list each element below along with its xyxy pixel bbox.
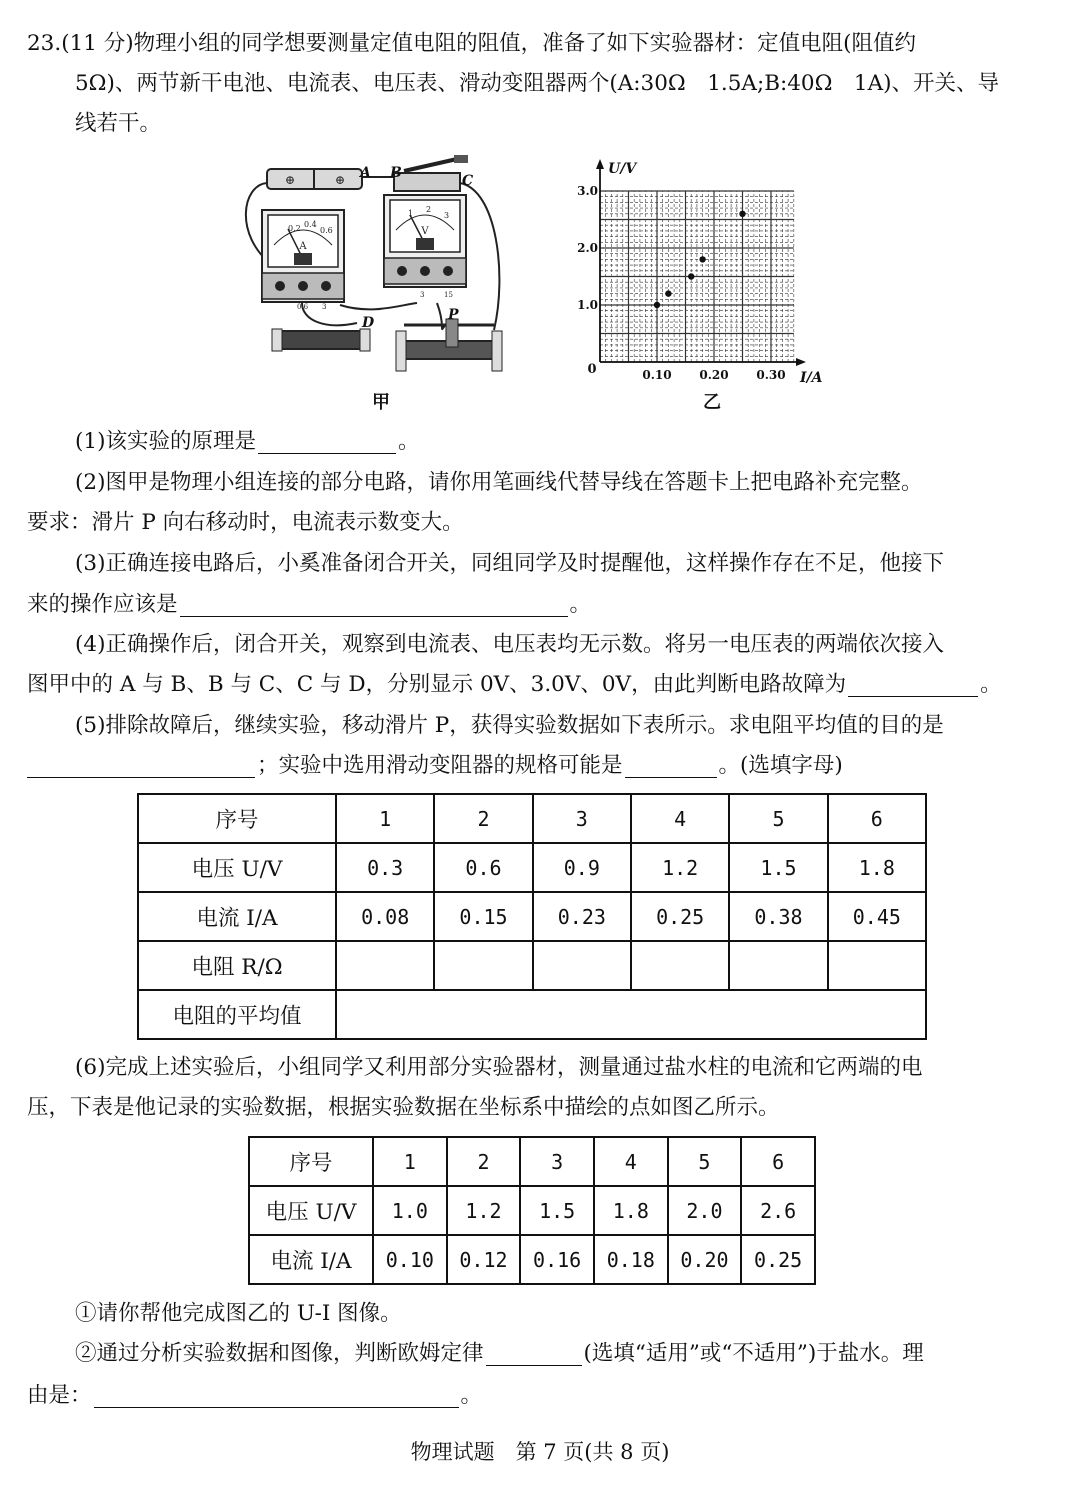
table-2-cell: 2.6 — [741, 1186, 815, 1235]
table-1-row-average — [138, 990, 926, 1039]
voltmeter-terminal-2: 15 — [444, 291, 453, 299]
table-2-cell: 0.20 — [668, 1235, 742, 1284]
table-1-cell: 0.25 — [631, 892, 729, 941]
x-tick-2: 0.20 — [699, 368, 729, 382]
data-point — [654, 302, 660, 308]
table-1-cell: 0.9 — [533, 843, 631, 892]
table-1-header — [138, 794, 926, 843]
table-1-empty-cell[interactable] — [631, 941, 729, 990]
voltmeter-terminal-1: 3 — [420, 291, 425, 299]
q2-line-1: (2)图甲是物理小组连接的部分电路，请你用笔画线代替导线在答题卡上把电路补充完整。 — [75, 470, 923, 495]
rheostat — [396, 319, 502, 371]
q6b-line-2 — [27, 1376, 1040, 1416]
table-2-head-cell: 6 — [741, 1137, 815, 1186]
q4-end: 。 — [980, 672, 1002, 697]
table-2-cell: 1.2 — [447, 1186, 521, 1235]
q6b-text-2: (选填“适用”或“不适用”)于盐水。理 — [583, 1341, 924, 1366]
y-tick-2: 2.0 — [577, 241, 598, 255]
table-2-cell: 0.18 — [594, 1235, 668, 1284]
q6a-line: ①请你帮他完成图乙的 U-I 图像。 — [75, 1301, 402, 1326]
svg-text:⊕: ⊕ — [334, 173, 346, 187]
data-point — [688, 273, 694, 279]
table-1-cell: 0.3 — [336, 843, 434, 892]
table-1-row-label: 电阻 R/Ω — [138, 941, 336, 990]
q4-line-1: (4)正确操作后，闭合开关，观察到电流表、电压表均无示数。将另一电压表的两端依次接入 — [75, 632, 944, 657]
q6b-text-1: ②通过分析实验数据和图像，判断欧姆定律 — [75, 1341, 484, 1366]
table-1-head-cell: 1 — [336, 794, 434, 843]
q5-answer-blank-2[interactable] — [625, 749, 717, 778]
data-point — [665, 290, 671, 296]
figure-caption-yi: 乙 — [703, 392, 721, 413]
table-2-cell: 0.12 — [447, 1235, 521, 1284]
label-d: D — [362, 315, 375, 331]
table-1-head-cell: 2 — [434, 794, 532, 843]
ammeter-scale-3: 0.6 — [320, 226, 333, 235]
q3-answer-blank[interactable] — [180, 588, 568, 617]
q4-answer-blank[interactable] — [848, 668, 978, 697]
question-line-1: 23.(11 分)物理小组的同学想要测量定值电阻的阻值，准备了如下实验器材：定值电阻(阻值约 — [27, 31, 917, 56]
q3-line-2 — [27, 585, 1040, 625]
circuit-figure — [232, 155, 532, 385]
table-1-row-label: 电流 I/A — [138, 892, 336, 941]
q1-answer-blank[interactable] — [258, 425, 396, 454]
table-1-head-cell: 6 — [828, 794, 926, 843]
q3-text: 来的操作应该是 — [27, 592, 178, 617]
table-2-head-cell: 1 — [373, 1137, 447, 1186]
ammeter-scale-1: 0.2 — [288, 224, 301, 233]
table-2-row-label: 电压 U/V — [249, 1186, 373, 1235]
ui-graph — [570, 155, 835, 395]
table-1-head-cell: 5 — [729, 794, 827, 843]
table-1-cell: 0.6 — [434, 843, 532, 892]
table-1-cell: 0.38 — [729, 892, 827, 941]
voltmeter-letter: V — [421, 226, 429, 237]
table-1-row-resistance — [138, 941, 926, 990]
table-2-row-current — [249, 1235, 815, 1284]
q5-mid: ；实验中选用滑动变阻器的规格可能是 — [257, 753, 623, 778]
table-1-head-cell: 4 — [631, 794, 729, 843]
voltmeter-scale-2: 2 — [426, 205, 432, 214]
table-1-row-label: 电压 U/V — [138, 843, 336, 892]
x-tick-1: 0.10 — [642, 368, 672, 382]
q1-end: 。 — [397, 429, 420, 454]
table-2-cell: 0.10 — [373, 1235, 447, 1284]
table-1-cell: 1.5 — [729, 843, 827, 892]
label-p: P — [448, 307, 459, 323]
table-1-average-cell[interactable] — [336, 990, 926, 1039]
fixed-resistor — [272, 329, 370, 351]
q5-line-2 — [27, 746, 1040, 786]
ammeter-letter: A — [299, 241, 307, 252]
table-1 — [137, 793, 927, 1040]
y-tick-1: 1.0 — [577, 298, 598, 312]
table-1-cell: 0.23 — [533, 892, 631, 941]
table-1-empty-cell[interactable] — [434, 941, 532, 990]
table-1-head-cell: 序号 — [138, 794, 336, 843]
svg-text:⊕: ⊕ — [284, 173, 296, 187]
table-1-empty-cell[interactable] — [336, 941, 434, 990]
table-2-row-label: 电流 I/A — [249, 1235, 373, 1284]
table-2-head-cell: 5 — [668, 1137, 742, 1186]
q6b-text-3: 由是： — [27, 1383, 92, 1408]
table-2-cell: 2.0 — [668, 1186, 742, 1235]
data-point — [699, 256, 705, 262]
x-tick-3: 0.30 — [756, 368, 786, 382]
table-2 — [248, 1136, 816, 1285]
table-2-head-cell: 序号 — [249, 1137, 373, 1186]
voltmeter — [384, 195, 466, 299]
table-1-cell: 0.08 — [336, 892, 434, 941]
table-2-cell: 1.5 — [520, 1186, 594, 1235]
table-2-cell: 0.25 — [741, 1235, 815, 1284]
table-2-head-cell: 4 — [594, 1137, 668, 1186]
label-c: C — [462, 173, 474, 189]
table-1-empty-cell[interactable] — [533, 941, 631, 990]
battery — [267, 169, 362, 189]
figure-caption-jia: 甲 — [372, 392, 390, 413]
table-1-cell: 0.15 — [434, 892, 532, 941]
q6b-end: 。 — [460, 1383, 483, 1408]
table-2-head-cell: 3 — [520, 1137, 594, 1186]
question-line-2: 5Ω)、两节新干电池、电流表、电压表、滑动变阻器两个(A:30Ω 1.5A;B:40Ω 1A)、开关、导 — [75, 71, 1000, 96]
table-2-head-cell: 2 — [447, 1137, 521, 1186]
q4-text: 图甲中的 A 与 B、B 与 C、C 与 D，分别显示 0V、3.0V、0V，由此判断电路故障为 — [27, 672, 847, 697]
table-1-row-voltage — [138, 843, 926, 892]
q6b-answer-blank-2[interactable] — [94, 1379, 459, 1408]
table-1-empty-cell[interactable] — [828, 941, 926, 990]
q4-line-2 — [27, 665, 1040, 705]
x-axis-label: I/A — [800, 370, 823, 386]
q5-end: 。(选填字母) — [718, 753, 843, 778]
q3-end: 。 — [569, 592, 592, 617]
ammeter-terminal-1: 0.6 — [297, 303, 309, 311]
page-footer: 物理试题 第 7 页(共 8 页) — [410, 1440, 670, 1464]
q6-line-2: 压，下表是他记录的实验数据，根据实验数据在坐标系中描绘的点如图乙所示。 — [27, 1095, 780, 1120]
table-1-head-cell: 3 — [533, 794, 631, 843]
label-b: B — [390, 165, 402, 181]
table-1-cell: 1.2 — [631, 843, 729, 892]
table-2-cell: 0.16 — [520, 1235, 594, 1284]
q5-answer-blank-1[interactable] — [27, 749, 255, 778]
q2-line-2: 要求：滑片 P 向右移动时，电流表示数变大。 — [27, 510, 464, 535]
origin-label: 0 — [587, 362, 597, 377]
y-tick-3: 3.0 — [577, 184, 598, 198]
q6b-answer-blank-1[interactable] — [486, 1337, 582, 1366]
switch — [394, 155, 468, 191]
question-line-3: 线若干。 — [75, 111, 162, 136]
y-axis-label: U/V — [608, 161, 637, 177]
q6b-line-1 — [27, 1334, 1040, 1374]
table-1-cell: 0.45 — [828, 892, 926, 941]
q1-text: (1)该实验的原理是 — [75, 429, 256, 454]
voltmeter-scale-1: 1 — [408, 209, 414, 218]
q1-line — [27, 422, 1040, 462]
table-1-cell: 1.8 — [828, 843, 926, 892]
table-1-row-label: 电阻的平均值 — [138, 990, 336, 1039]
ammeter — [262, 210, 344, 311]
table-1-row-current — [138, 892, 926, 941]
table-2-header — [249, 1137, 815, 1186]
table-2-row-voltage — [249, 1186, 815, 1235]
q5-line-1: (5)排除故障后，继续实验，移动滑片 P，获得实验数据如下表所示。求电阻平均值的目的是 — [75, 713, 944, 738]
ammeter-scale-2: 0.4 — [304, 220, 317, 229]
label-a: A — [360, 165, 371, 181]
q6-line-1: (6)完成上述实验后，小组同学又利用部分实验器材，测量通过盐水柱的电流和它两端的电 — [75, 1055, 923, 1080]
q3-line-1: (3)正确连接电路后，小奚准备闭合开关，同组同学及时提醒他，这样操作存在不足，他接下 — [75, 551, 944, 576]
data-point — [739, 211, 745, 217]
ammeter-terminal-2: 3 — [322, 303, 327, 311]
table-2-cell: 1.8 — [594, 1186, 668, 1235]
table-1-empty-cell[interactable] — [729, 941, 827, 990]
table-2-cell: 1.0 — [373, 1186, 447, 1235]
voltmeter-scale-3: 3 — [444, 211, 450, 220]
